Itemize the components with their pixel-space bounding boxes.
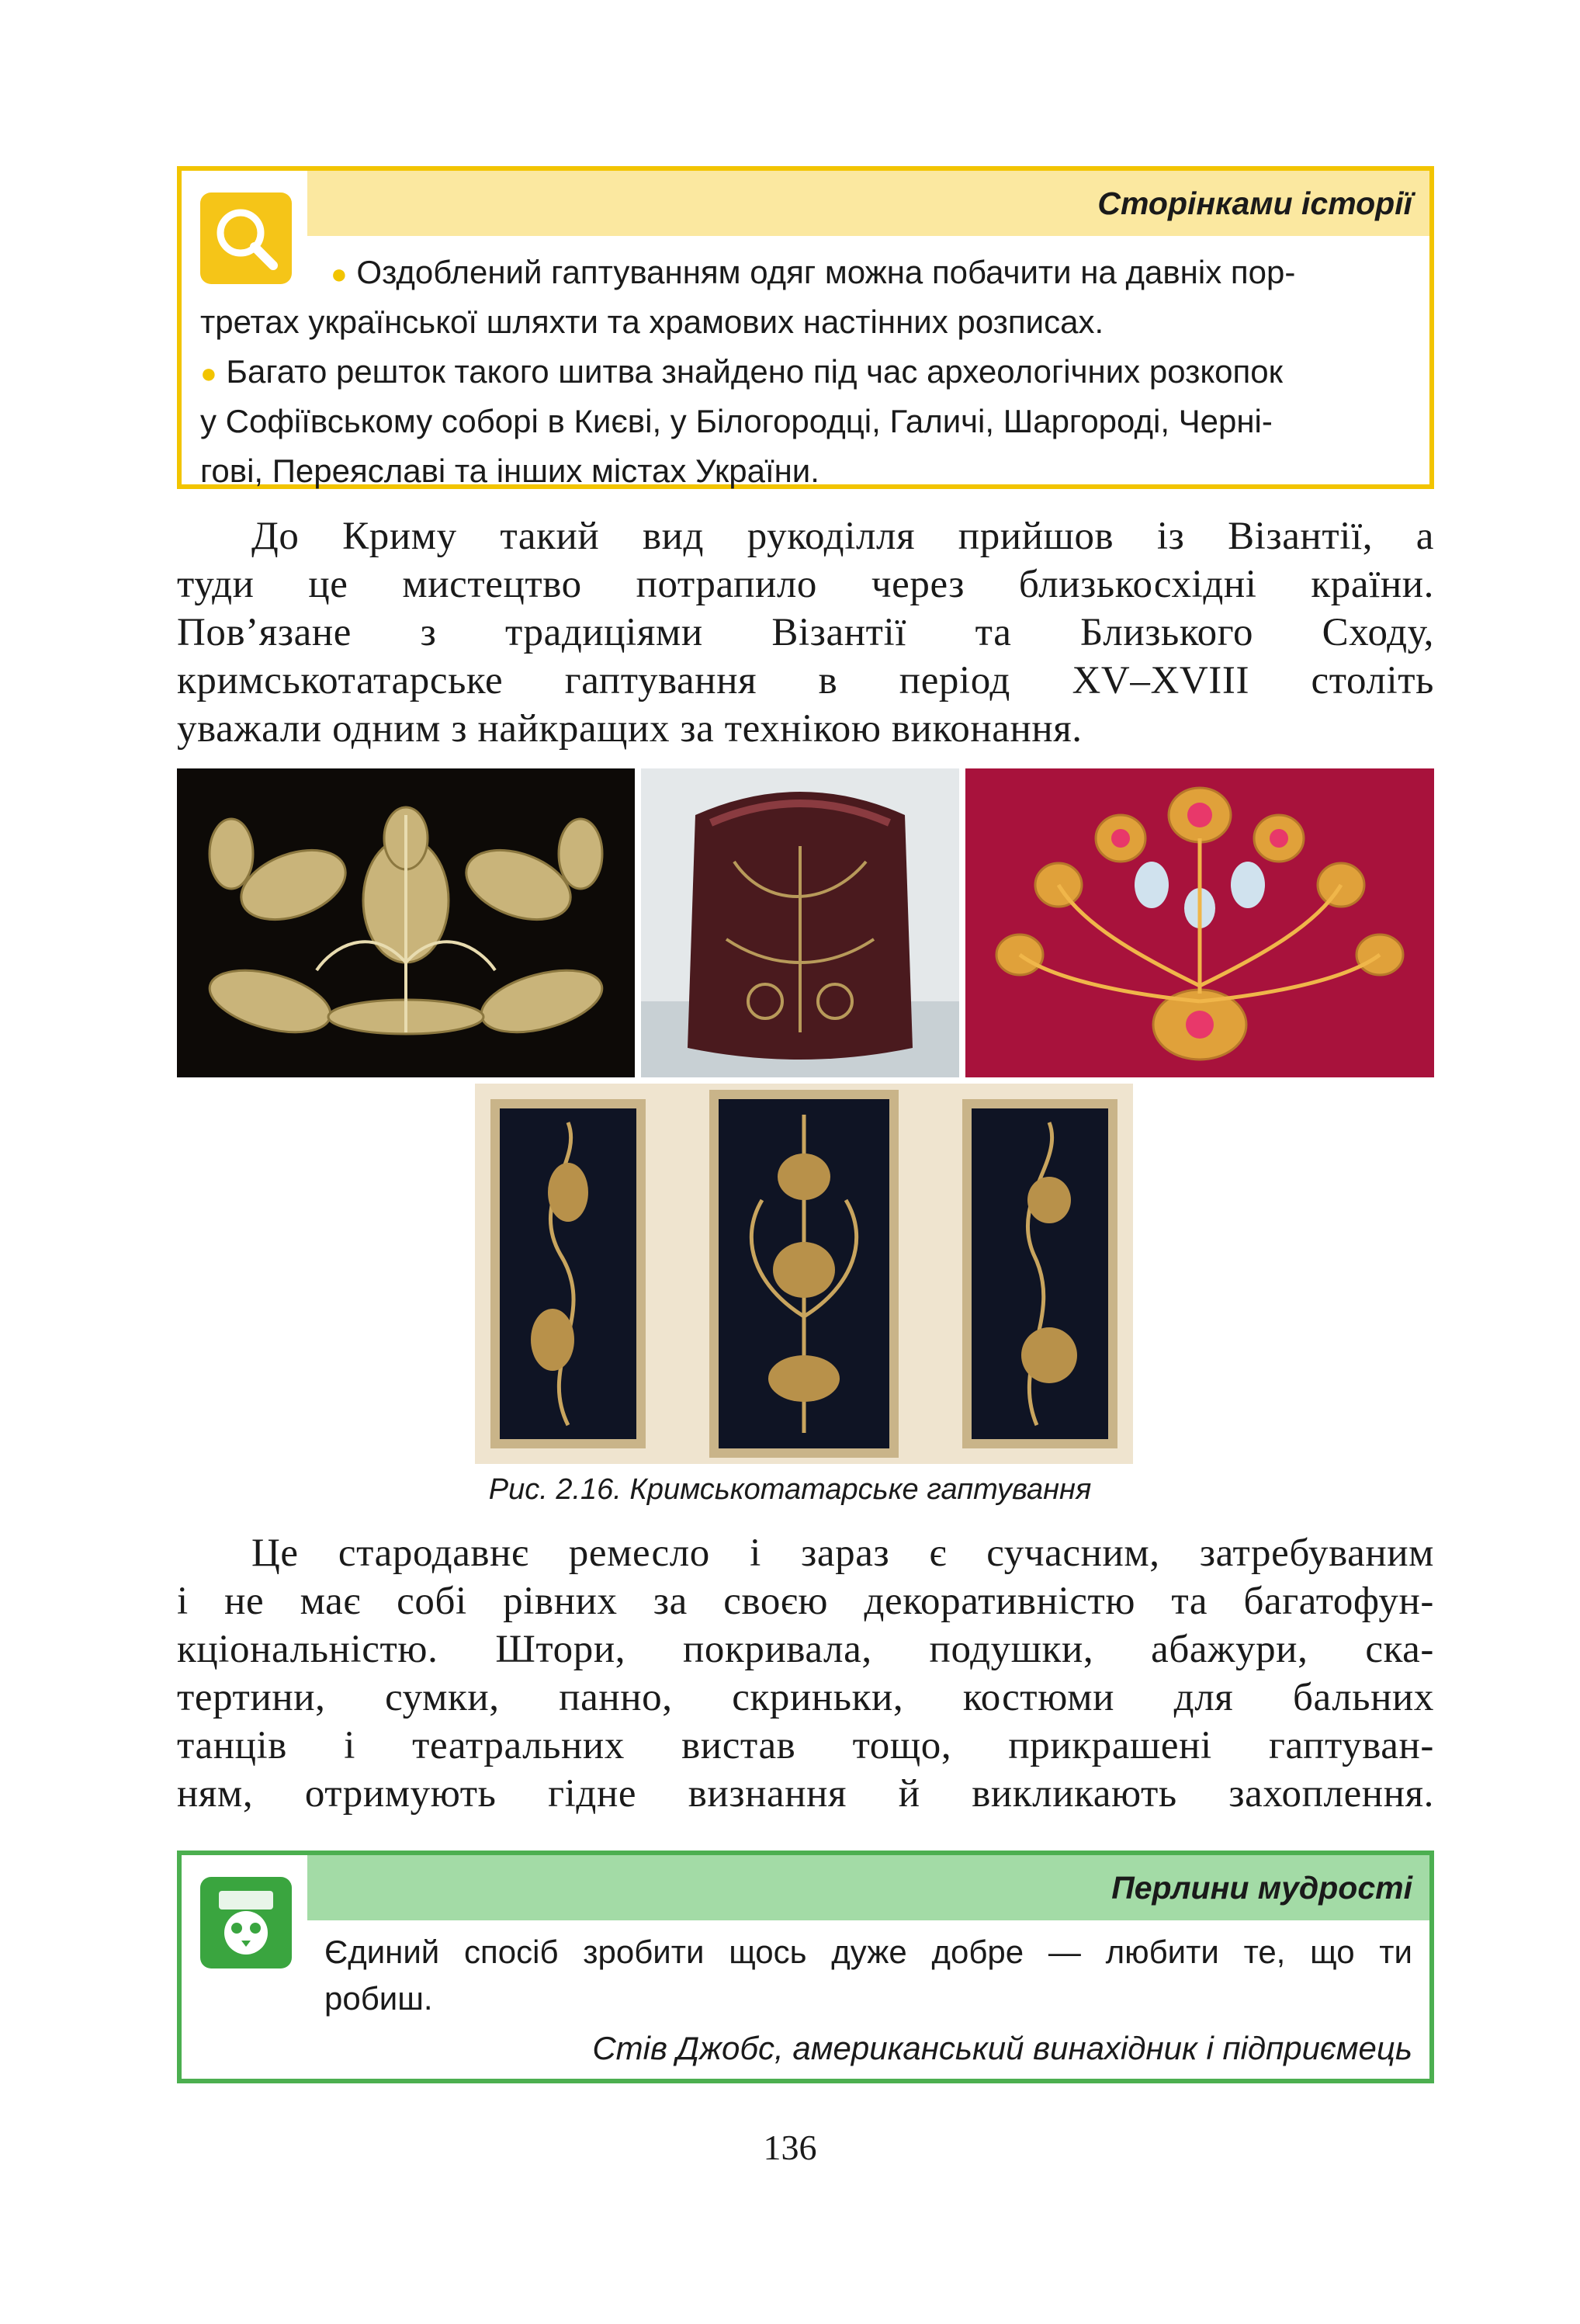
paragraph-1 [177, 512, 1434, 753]
paragraph-line: До Криму такий вид рукоділля прийшов із Візантії, а [251, 515, 1434, 558]
paragraph-line: тертини, сумки, панно, скриньки, костюми для бальних [177, 1676, 1434, 1719]
quote-line-2: робиш. [324, 1980, 433, 2017]
history-box [177, 166, 1434, 489]
history-bullet-2-line-3: гові, Переяславі та інших містах України. [200, 453, 819, 489]
history-bullet-2-line-1 [200, 348, 1415, 397]
embroidered-velvet-object-photo [641, 768, 959, 1077]
paragraph-line: кціональністю. Штори, покривала, подушки, абажури, ска- [177, 1628, 1434, 1671]
bullet-icon: ● [200, 357, 217, 389]
paragraph-line: туди це мистецтво потрапило через близькосхідні країни. [177, 563, 1434, 606]
paragraph-line: і не має собі рівних за своєю декоративністю та багатофун- [177, 1580, 1434, 1623]
paragraph-line: ням, отримують гідне визнання й викликають захоплення. [177, 1772, 1434, 1816]
quote-author: Стів Джобс, американський винахідник і підприємець [592, 2030, 1412, 2066]
paragraph-line: уважали одним з найкращих за технікою виконання. [177, 707, 1083, 751]
owl-icon [200, 1877, 292, 1968]
history-bullet-1-line-1 [331, 248, 1412, 298]
history-bullet-1-line-2: третах української шляхти та храмових настінних розписах. [200, 304, 1104, 340]
figure-caption: Рис. 2.16. Кримськотатарське гаптування [488, 1473, 1092, 1506]
history-text: Оздоблений гаптуванням одяг можна побачити на давніх пор- [356, 254, 1296, 290]
paragraph-line: Пов’язане з традиціями Візантії та Близького Сходу, [177, 611, 1434, 654]
gold-embroidery-black-photo [177, 768, 635, 1077]
bullet-icon: ● [331, 258, 348, 290]
page-number: 136 [763, 2128, 817, 2167]
magnifier-icon [200, 193, 292, 284]
history-text: Багато решток такого шитва знайдено під час археологічних розкопок [226, 353, 1284, 390]
paragraph-line: танців і театральних вистав тощо, прикрашені гаптуван- [177, 1724, 1434, 1767]
wisdom-box-title: Перлини мудрості [307, 1855, 1429, 1920]
quote-line-1: Єдиний спосіб зробити щось дуже добре — любити те, що ти [324, 1934, 1412, 1970]
paragraph-line: Це стародавнє ремесло і зараз є сучасним, затребуваним [251, 1531, 1434, 1575]
paragraph-line: кримськотатарське гаптування в період XV–XVIII століть [177, 659, 1434, 702]
wisdom-box [177, 1851, 1434, 2083]
gold-embroidery-red-photo [965, 768, 1434, 1077]
paragraph-2 [177, 1529, 1434, 1818]
three-framed-panels-photo [475, 1084, 1133, 1464]
history-bullet-2-line-2: у Софіївському соборі в Києві, у Білогородці, Галичі, Шаргороді, Черні- [200, 403, 1273, 439]
history-box-title: Сторінками історії [307, 171, 1429, 236]
